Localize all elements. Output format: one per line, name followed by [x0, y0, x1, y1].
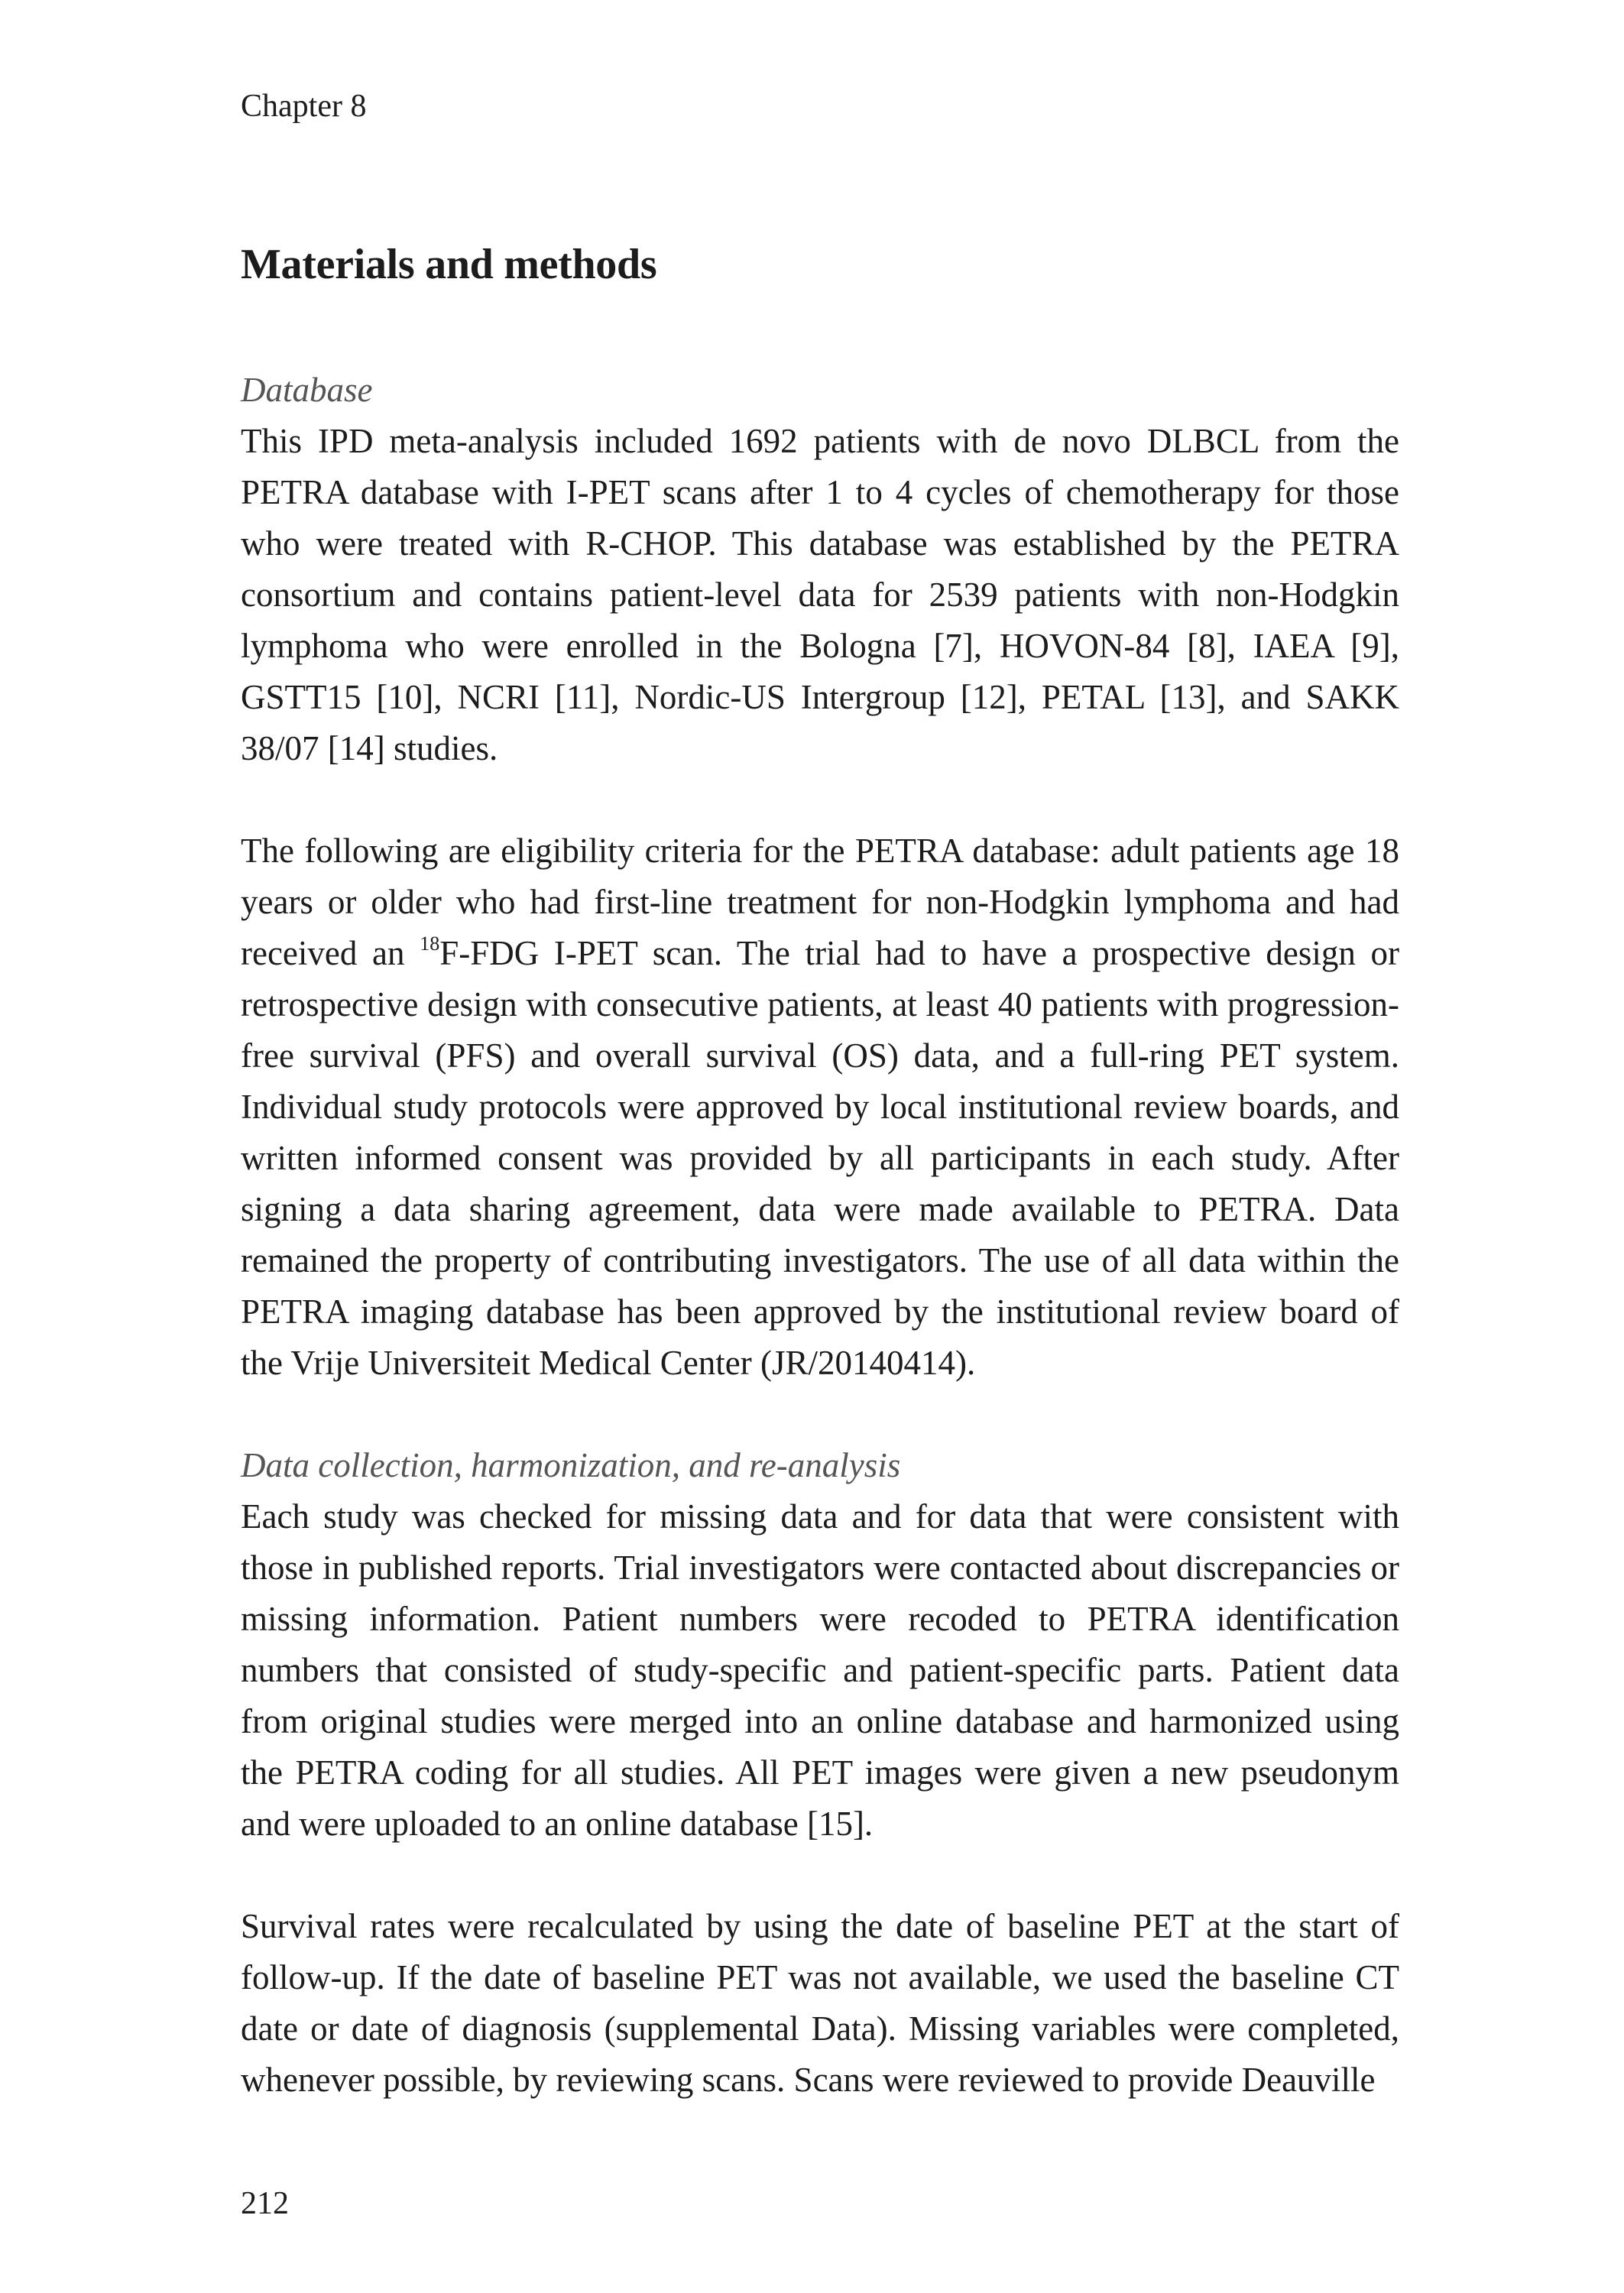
spacer	[241, 1850, 1399, 1901]
subheading-database: Database	[241, 371, 373, 409]
paragraph-database-2	[241, 825, 1399, 1389]
spacer	[241, 774, 1399, 825]
running-head-chapter: Chapter 8	[241, 89, 367, 124]
spacer	[241, 286, 1399, 365]
paragraph-database-1: This IPD meta-analysis included 1692 patients with de novo DLBCL from the PETRA database with I-PET scans after 1 to 4 cycles of chemotherapy for those who were treated with R-CHOP. This database was established by the PETRA consortium and contains patient-level data for 2539 patients with non-Hodgkin lymphoma who were enrolled in the Bologna [7], HOVON-84 [8], IAEA [9], GSTT15 [10], NCRI [11], Nordic-US Intergroup [12], PETAL [13], and SAKK 38/07 [14] studies.	[241, 422, 1399, 767]
isotope-superscript: 18	[420, 932, 440, 955]
paragraph-data-collection-2: Survival rates were recalculated by using the date of baseline PET at the start of follow-up. If the date of baseline PET was not available, we used the baseline CT date or date of diagnosis (supplemental Data). Missing variables were completed, whenever possible, by reviewing scans. Scans were reviewed to provide Deauville	[241, 1907, 1399, 2099]
subheading-data-collection: Data collection, harmonization, and re-analysis	[241, 1446, 901, 1484]
spacer	[241, 1389, 1399, 1440]
paragraph-data-collection-1: Each study was checked for missing data and for data that were consistent with those in published reports. Trial investigators were contacted about discrepancies or missing information. Patient numbers were recoded to PETRA identification numbers that consisted of study-specific and patient-specific parts. Patient data from original studies were merged into an online database and harmonized using the PETRA coding for all studies. All PET images were given a new pseudonym and were uploaded to an online database [15].	[241, 1497, 1399, 1843]
paragraph-text: F-FDG I-PET scan. The trial had to have a prospective design or retrospective design with consecutive patients, at least 40 patients with progression-free survival (PFS) and overall survival (OS) data, and a full-ring PET system. Individual study protocols were approved by local institutional review boards, and written informed consent was provided by all participants in each study. After signing a data sharing agreement, data were made available to PETRA. Data remained the property of contributing investigators. The use of all data within the PETRA imaging database has been approved by the institutional review board of the Vrije Universiteit Medical Center (JR/20140414).	[241, 934, 1399, 1382]
page-body	[241, 243, 1399, 2106]
paragraph-text: The following are eligibility criteria for the PETRA database: adult patients age 18 years or older who had first-line treatment for non-Hodgkin lymphoma and had received an	[241, 832, 1399, 972]
page-number: 212	[241, 2186, 289, 2221]
section-title: Materials and methods	[241, 241, 657, 288]
